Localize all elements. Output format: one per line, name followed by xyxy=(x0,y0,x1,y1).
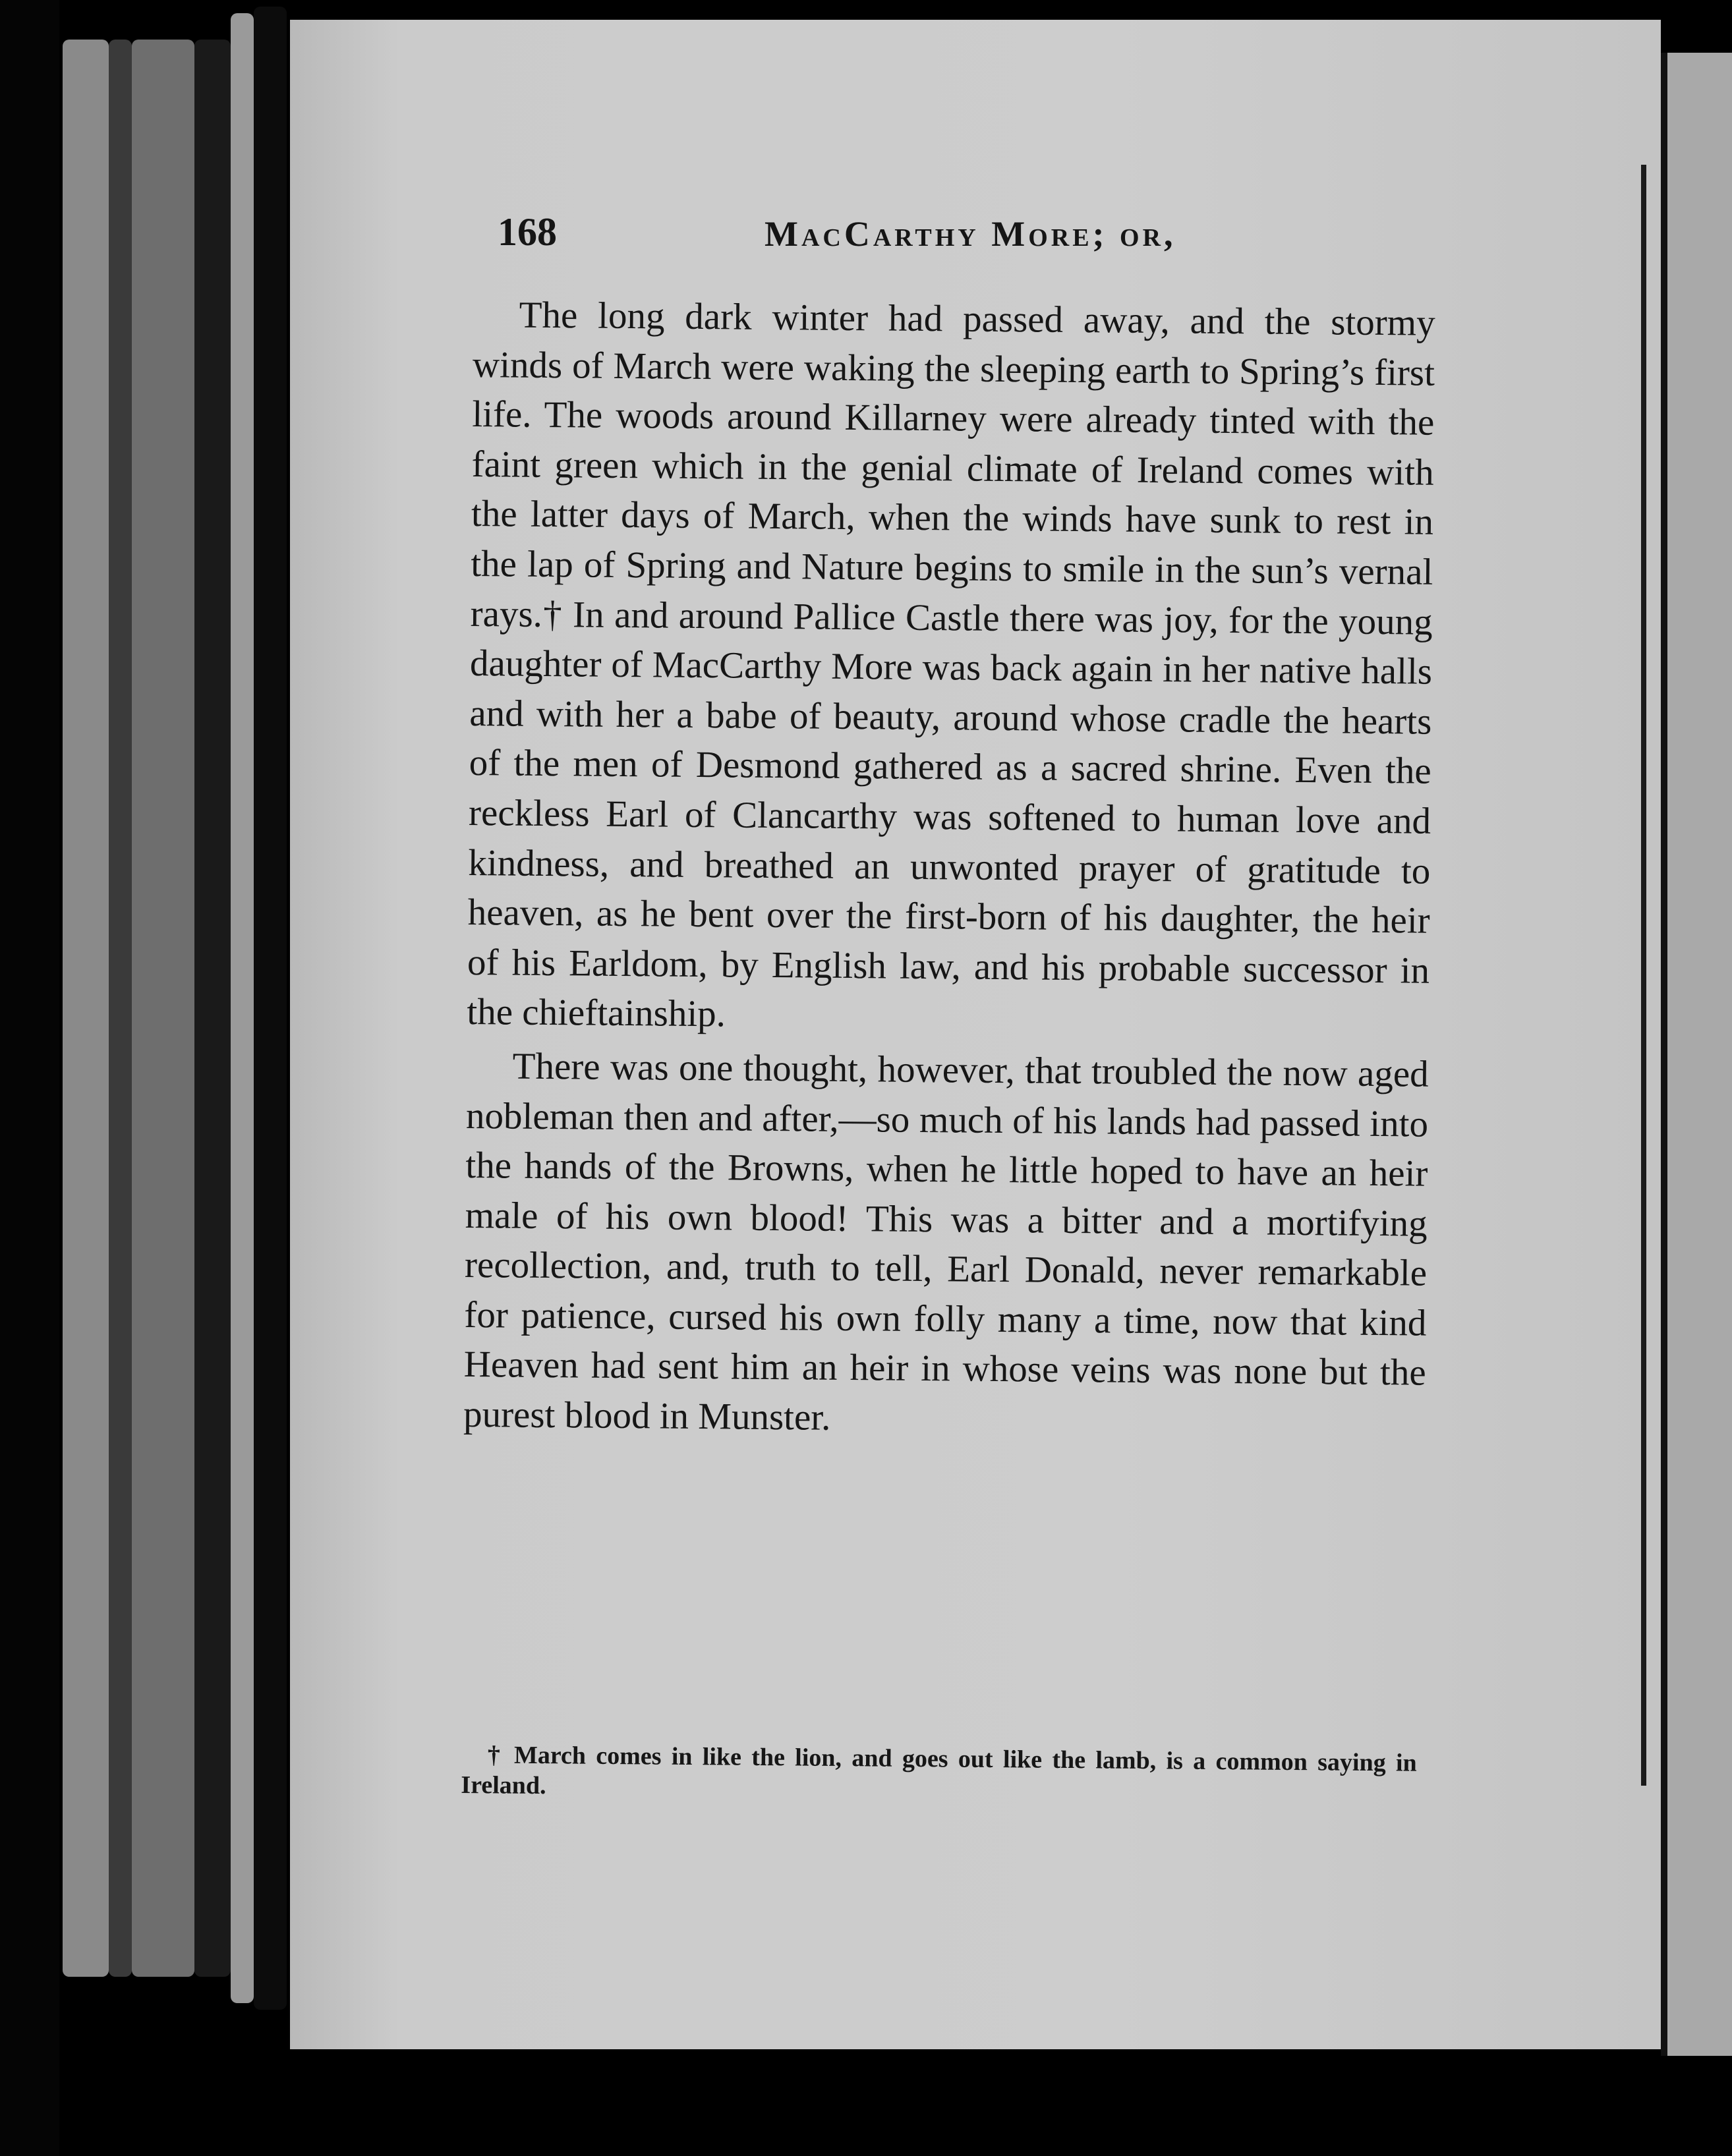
page-edge-band xyxy=(231,13,254,2003)
paragraph: There was one thought, however, that troubled the now aged nobleman then and after,—so much of his lands had passed into the hands of the Browns, when he little hoped to have an heir male of his own blood! This was a bitter and a mortifying recollection, and, truth to tell, Earl Donald, never remarkable for patience, cursed his own folly many a time, now that kind Heaven had sent him an heir in whose veins was none but the purest blood in Munster. xyxy=(463,1045,1429,1438)
page-number: 168 xyxy=(498,210,557,254)
facing-page-gutter-line xyxy=(1641,165,1646,1786)
paragraph: The long dark winter had passed away, and the stormy winds of March were waking the sleeping earth to Spring’s first life. The woods around Killarney were already tinted with the faint green which in the genial climate of Ireland comes with the latter days of March, when the winds have sunk to rest in the lap of Spring and Nature begins to smile in the sun’s vernal rays.† In and around Pallice Castle there was joy, for the young daughter of MacCarthy More was back again in her native halls and with her a babe of beauty, around whose cradle the hearts of the men of Desmond gathered as a sacred shrine. Even the reckless Earl of Clancarthy was softened to human love and kindness, and breathed an unwonted prayer of gratitude to heaven, as he bent over the first-born of his daughter, the heir of his Earldom, by English law, and his probable successor in the chieftainship. xyxy=(467,294,1435,1035)
running-title: MacCarthy More; or, xyxy=(765,214,1176,254)
facing-page-edge xyxy=(1661,53,1732,2056)
page-edge-band xyxy=(194,40,231,1977)
footnote: † March comes in like the lion, and goes out like the lamb, is a common saying in Ireland. xyxy=(461,1741,1417,1800)
page-edge-band xyxy=(254,7,287,2010)
body-text xyxy=(463,290,1435,1448)
book-spine-shadow xyxy=(0,0,59,2156)
page-edge-band xyxy=(132,40,194,1977)
page-edge-band xyxy=(63,40,109,1977)
running-head xyxy=(498,210,1440,269)
page-edge-band xyxy=(109,40,132,1977)
